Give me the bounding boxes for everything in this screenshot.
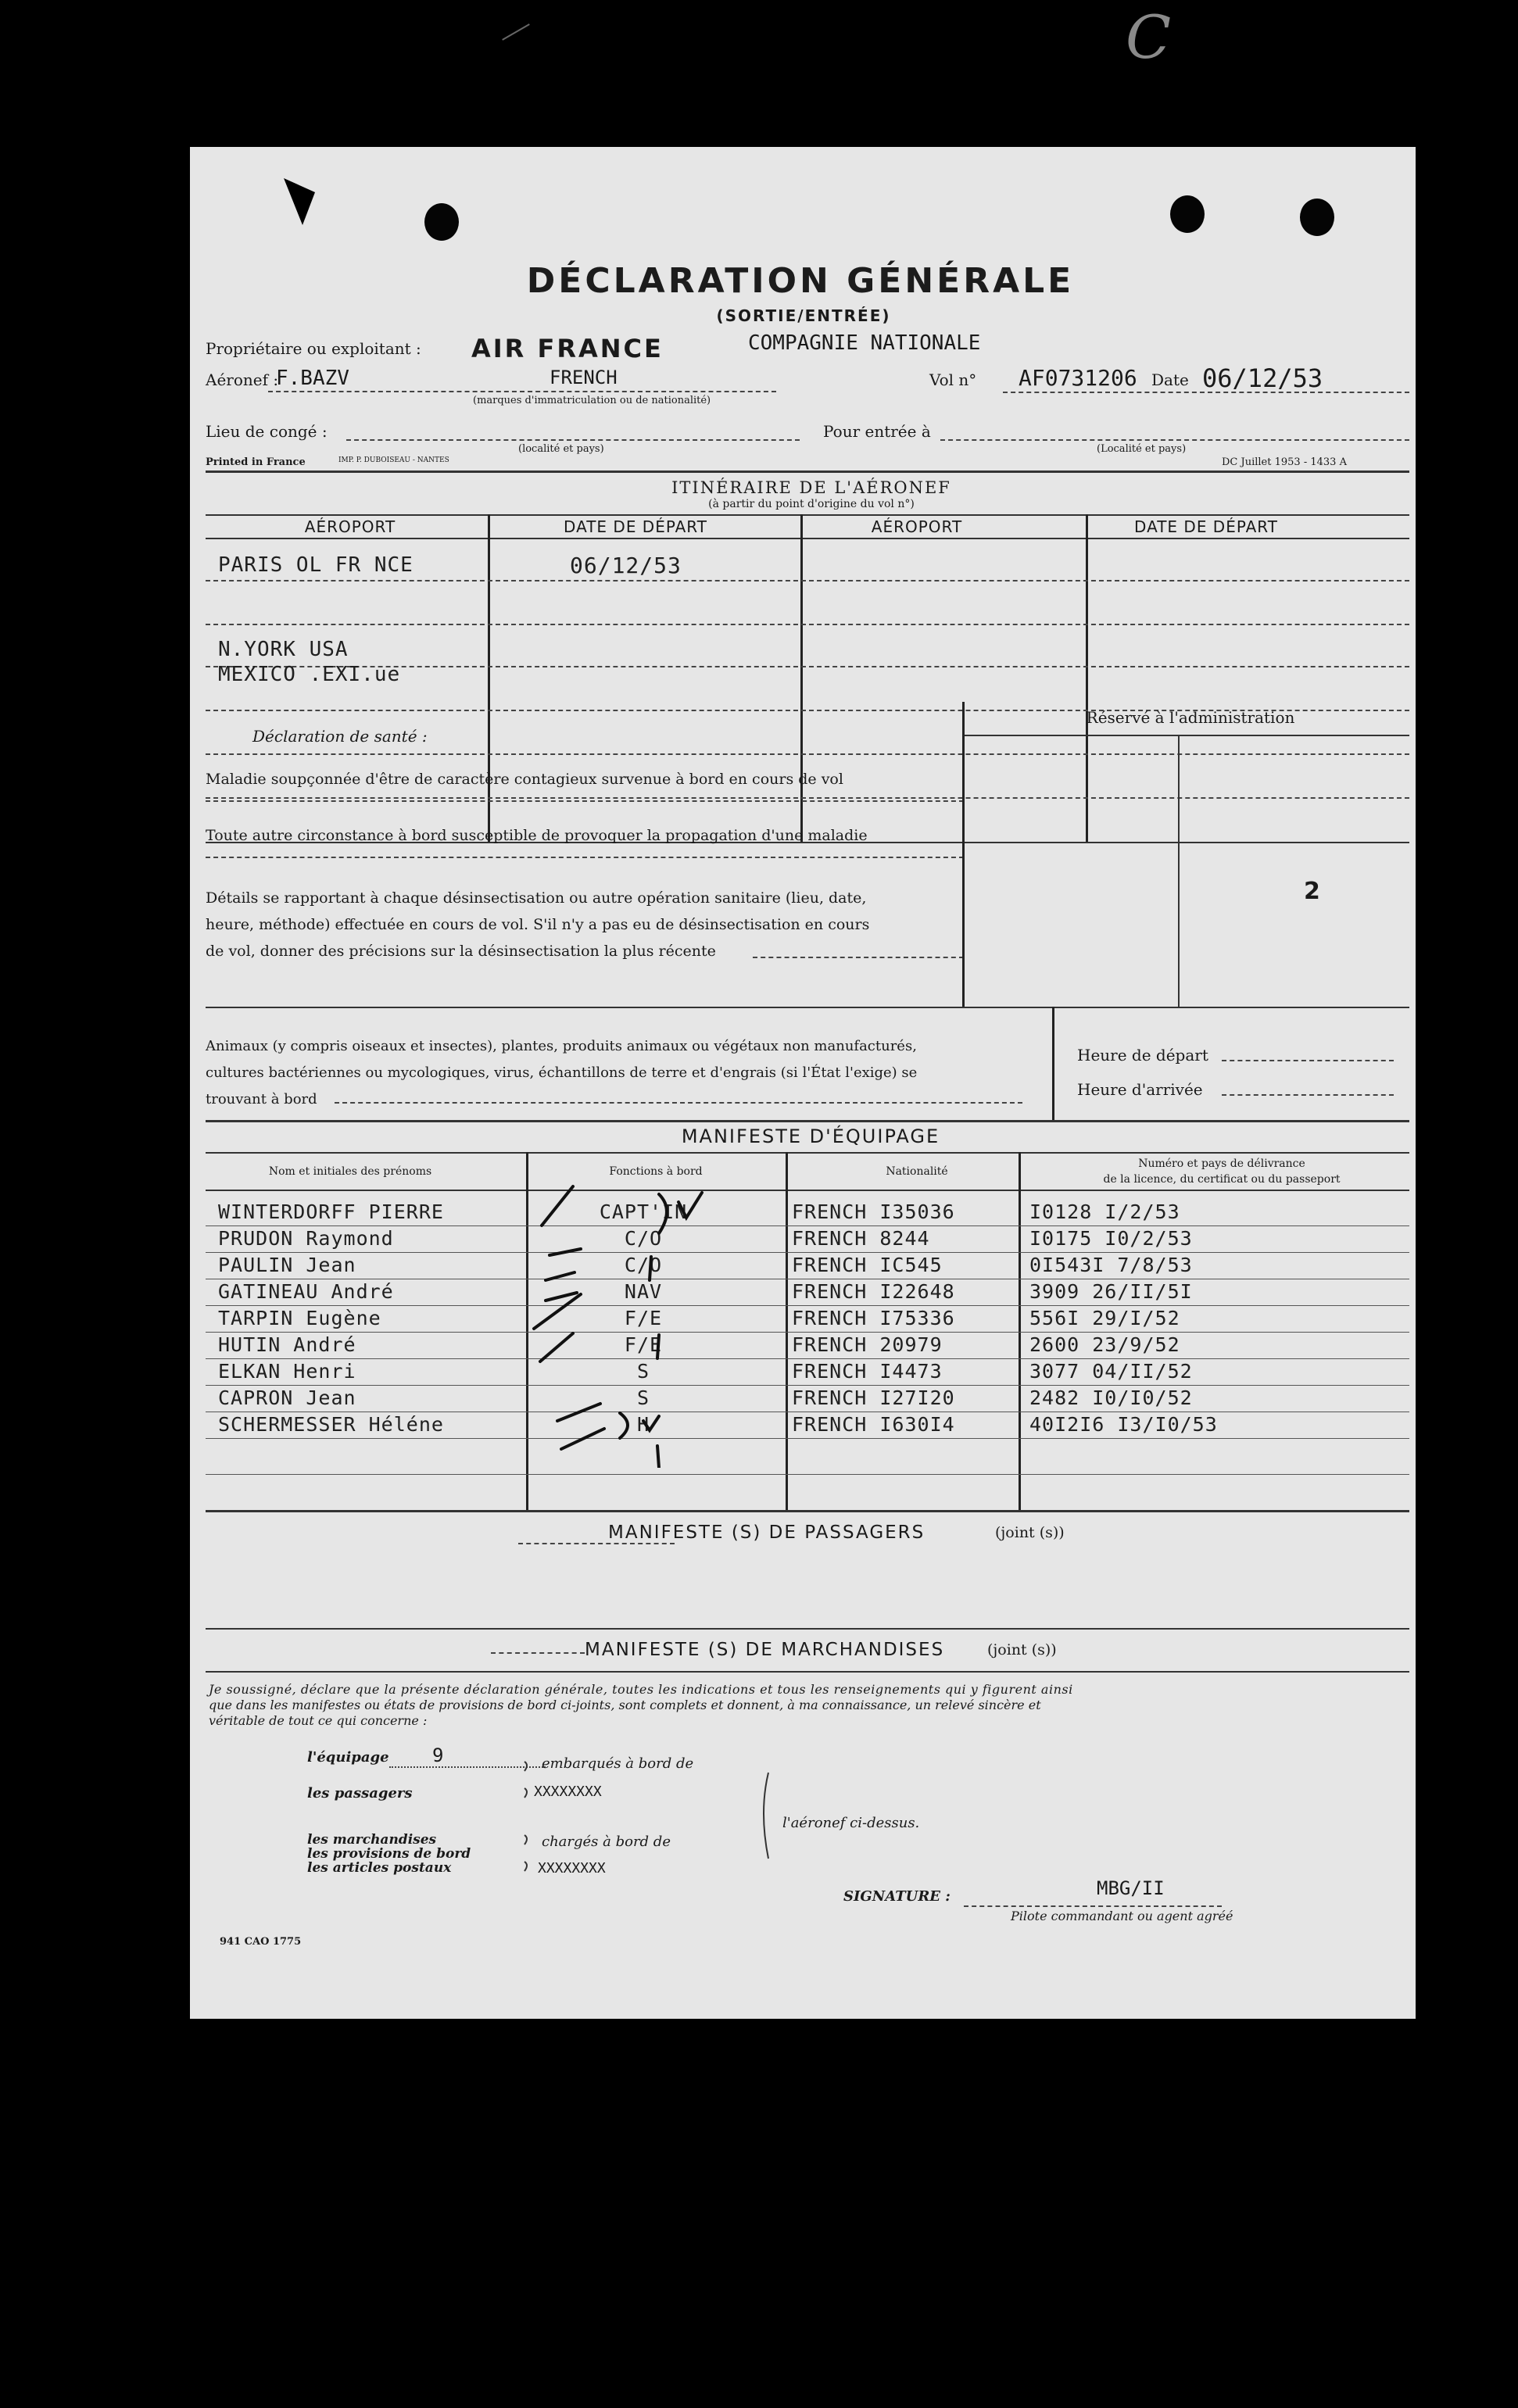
itinerary-airport: PARIS OL FR NCE: [218, 553, 414, 577]
departure-time-label: Heure de départ: [1077, 1046, 1208, 1064]
embarked-label: embarqués à bord de: [542, 1755, 694, 1772]
passengers-line: [518, 1543, 675, 1544]
crew-nationality: FRENCH IC545: [792, 1254, 943, 1276]
crew-bottom: [206, 1510, 1409, 1512]
itinerary-airport: N.YORK USA: [218, 638, 349, 661]
goods-value: XXXXXXXX: [538, 1860, 606, 1877]
flight-number: AF0731206: [1019, 365, 1137, 391]
place-caption-left: (localité et pays): [518, 443, 604, 455]
crew-row-line: [206, 1252, 1409, 1253]
crew-licence: I0175 I0/2/53: [1029, 1227, 1193, 1250]
crew-name: WINTERDORFF PIERRE: [218, 1200, 444, 1223]
declaration-line-1: Je soussigné, déclare que la présente déclaration générale, toutes les indications et tous les renseignements qui y figurent ainsi: [209, 1682, 1073, 1697]
page-title: DÉCLARATION GÉNÉRALE: [526, 261, 1075, 301]
aircraft-line: [268, 391, 776, 392]
crew-name: CAPRON Jean: [218, 1386, 356, 1409]
crew-function: S: [636, 1360, 650, 1383]
loaded-label: chargés à bord de: [542, 1834, 671, 1850]
goods-label: les marchandises: [307, 1832, 437, 1848]
signature-value: MBG/II: [1097, 1877, 1165, 1899]
itinerary-airport: MEXICO .EXI.ue: [218, 663, 401, 686]
provisions-label: les provisions de bord: [307, 1846, 471, 1862]
itinerary-top: [206, 514, 1409, 516]
crew-count-value: 9: [432, 1744, 444, 1766]
health-line-3c: de vol, donner des précisions sur la désinsectisation la plus récente: [206, 943, 716, 960]
crew-col-name: Nom et initiales des prénoms: [268, 1165, 432, 1178]
itinerary-col: [1086, 514, 1088, 843]
cargo-title: MANIFESTE (S) DE MARCHANDISES: [585, 1640, 945, 1660]
crew-row-line: [206, 1474, 1409, 1475]
aircraft-above-label: l'aéronef ci-dessus.: [782, 1815, 920, 1831]
passengers-bottom: [206, 1628, 1409, 1630]
divider: [206, 471, 1409, 473]
passengers-count-label: les passagers: [307, 1785, 413, 1802]
declaration-line-3: véritable de tout ce qui concerne :: [209, 1713, 428, 1728]
aircraft-nationality: FRENCH: [550, 367, 618, 388]
flight-line: [1003, 392, 1409, 393]
departure-time-line: [1222, 1060, 1394, 1061]
torn-corner: [284, 178, 315, 225]
itinerary-col: [488, 514, 490, 843]
health-line-2: Toute autre circonstance à bord susceptible de provoquer la propagation d'une maladie: [206, 827, 868, 844]
page-subtitle: (SORTIE/ENTRÉE): [716, 306, 891, 325]
crew-nationality: FRENCH I630I4: [792, 1413, 955, 1436]
crew-title: MANIFESTE D'ÉQUIPAGE: [681, 1125, 940, 1147]
owner-value: AIR FRANCE: [471, 334, 664, 363]
crew-name: GATINEAU André: [218, 1280, 394, 1303]
crew-name: SCHERMESSER Héléne: [218, 1413, 444, 1436]
animals-bottom: [206, 1120, 1409, 1122]
health-bottom: [206, 1007, 1409, 1008]
passengers-title: MANIFESTE (S) DE PASSAGERS: [608, 1522, 925, 1543]
health-title: Déclaration de santé :: [252, 727, 428, 746]
punch-hole: [424, 203, 459, 241]
document-sheet: [190, 147, 1416, 2019]
crew-licence: 556I 29/I/52: [1029, 1307, 1180, 1329]
flight-date: 06/12/53: [1202, 363, 1323, 393]
crew-row-line: [206, 1305, 1409, 1306]
cargo-bottom: [206, 1671, 1409, 1673]
corner-mark: C: [1126, 2, 1172, 72]
crew-function: C/O: [624, 1227, 663, 1250]
crew-row-line: [206, 1438, 1409, 1439]
animals-line-2: cultures bactériennes ou mycologiques, virus, échantillons de terre et d'engrais (si l'État l'exige) se: [206, 1064, 918, 1081]
form-code: DC Juillet 1953 - 1433 A: [1222, 456, 1347, 468]
crew-name: PRUDON Raymond: [218, 1227, 394, 1250]
crew-function: S: [636, 1386, 650, 1409]
animals-line-3: trouvant à bord: [206, 1091, 317, 1107]
passengers-joint: (joint (s)): [995, 1524, 1065, 1541]
itinerary-row-line: [206, 624, 1409, 625]
crew-name: PAULIN Jean: [218, 1254, 356, 1276]
printed-label: Printed in France: [206, 456, 306, 468]
arrival-time-line: [1222, 1094, 1394, 1096]
crew-top: [206, 1152, 1409, 1154]
crew-nationality: FRENCH I27I20: [792, 1386, 955, 1409]
crew-row-line: [206, 1385, 1409, 1386]
signature-line: [964, 1905, 1222, 1907]
itinerary-header-date-1: DATE DE DÉPART: [564, 517, 707, 536]
aircraft-registration: F.BAZV: [276, 367, 349, 390]
itinerary-header-line: [206, 538, 1409, 539]
health-line-3a: Détails se rapportant à chaque désinsectisation ou autre opération sanitaire (lieu, date,: [206, 889, 867, 907]
animals-line: [335, 1102, 1022, 1104]
crew-col: [1019, 1152, 1021, 1510]
crew-nationality: FRENCH I35036: [792, 1200, 955, 1223]
itinerary-row-line: [206, 753, 1409, 755]
health-line: [753, 957, 964, 958]
handwritten-checkmarks: [526, 1155, 792, 1468]
health-line: [206, 800, 964, 802]
crew-licence: 2600 23/9/52: [1029, 1333, 1180, 1356]
crew-nationality: FRENCH I22648: [792, 1280, 955, 1303]
crew-function: F/E: [624, 1307, 663, 1329]
owner-label: Propriétaire ou exploitant :: [206, 339, 421, 358]
health-line-3b: heure, méthode) effectuée en cours de vol. S'il n'y a pas eu de désinsectisation en cours: [206, 916, 870, 933]
signer-caption: Pilote commandant ou agent agréé: [1011, 1909, 1233, 1923]
crew-function: NAV: [624, 1280, 663, 1303]
crew-name: ELKAN Henri: [218, 1360, 356, 1383]
place-caption-right: (Localité et pays): [1097, 443, 1187, 455]
flight-label: Vol n°: [929, 370, 977, 389]
cargo-joint: (joint (s)): [987, 1641, 1057, 1658]
entry-place-label: Pour entrée à: [823, 422, 931, 441]
date-label: Date: [1151, 370, 1189, 389]
crew-licence: 2482 I0/I0/52: [1029, 1386, 1193, 1409]
punch-hole: [1300, 199, 1334, 236]
postal-label: les articles postaux: [307, 1860, 452, 1876]
crew-col-nationality: Nationalité: [886, 1165, 948, 1178]
admin-title: Réservé à l'administration: [1086, 708, 1295, 727]
crew-header-line: [206, 1190, 1409, 1191]
passengers-count-value: XXXXXXXX: [534, 1784, 602, 1800]
itinerary-date: 06/12/53: [570, 553, 682, 578]
stamp-code: 941 CAO 1775: [220, 1936, 302, 1948]
crew-nationality: FRENCH 20979: [792, 1333, 943, 1356]
admin-left: [962, 702, 965, 1007]
corner-scratch: [502, 23, 530, 41]
itinerary-row-line: [206, 797, 1409, 799]
animals-divider: [1052, 1007, 1054, 1120]
aircraft-label: Aéronef :: [206, 370, 279, 389]
itinerary-subtitle: (à partir du point d'origine du vol n°): [708, 498, 915, 510]
animals-line-1: Animaux (y compris oiseaux et insectes), plantes, produits animaux ou végétaux non manufacturés,: [206, 1038, 917, 1054]
crew-licence: 3077 04/II/52: [1029, 1360, 1193, 1383]
arrival-time-label: Heure d'arrivée: [1077, 1080, 1203, 1099]
crew-function: CAPT'IN: [599, 1200, 688, 1223]
departure-line: [346, 439, 800, 441]
crew-function: H: [636, 1413, 650, 1436]
crew-col-function: Fonctions à bord: [609, 1165, 703, 1178]
crew-count-label: l'équipage: [307, 1749, 389, 1766]
crew-nationality: FRENCH 8244: [792, 1227, 930, 1250]
crew-name: HUTIN André: [218, 1333, 356, 1356]
crew-col-licence-1: Numéro et pays de délivrance: [1138, 1157, 1305, 1170]
itinerary-col: [800, 514, 803, 843]
entry-line: [940, 439, 1409, 441]
itinerary-title: ITINÉRAIRE DE L'AÉRONEF: [671, 478, 951, 497]
itinerary-header-date-2: DATE DE DÉPART: [1134, 517, 1278, 536]
crew-name: TARPIN Eugène: [218, 1307, 381, 1329]
admin-middle: [1178, 735, 1180, 1007]
crew-licence: 3909 26/II/5I: [1029, 1280, 1193, 1303]
admin-line: [964, 735, 1409, 736]
crew-function: F/E: [624, 1333, 663, 1356]
crew-licence: 40I2I6 I3/I0/53: [1029, 1413, 1218, 1436]
crew-nationality: FRENCH I75336: [792, 1307, 955, 1329]
cargo-line: [491, 1652, 585, 1654]
itinerary-row-line: [206, 580, 1409, 581]
owner-note: COMPAGNIE NATIONALE: [748, 331, 981, 355]
bracket-marks: [518, 1757, 815, 1898]
itinerary-header-airport-1: AÉROPORT: [304, 517, 396, 536]
crew-row-line: [206, 1332, 1409, 1333]
crew-nationality: FRENCH I4473: [792, 1360, 943, 1383]
crew-licence: I0128 I/2/53: [1029, 1200, 1180, 1223]
punch-hole: [1170, 195, 1205, 233]
crew-col-licence-2: de la licence, du certificat ou du passeport: [1103, 1173, 1341, 1186]
crew-licence: 0I543I 7/8/53: [1029, 1254, 1193, 1276]
page-number: 2: [1304, 878, 1320, 905]
crew-row-line: [206, 1225, 1409, 1226]
itinerary-header-airport-2: AÉROPORT: [871, 517, 963, 536]
aircraft-caption: (marques d'immatriculation ou de nationalité): [473, 395, 711, 406]
signature-label: SIGNATURE :: [843, 1888, 951, 1905]
printer-label: IMP. P. DUBOISEAU - NANTES: [338, 456, 449, 464]
health-line-1: Maladie soupçonnée d'être de caractère contagieux survenue à bord en cours de vol: [206, 771, 843, 788]
declaration-line-2: que dans les manifestes ou états de provisions de bord ci-joints, sont complets et donnent, à ma connaissance, un relevé sincère et: [209, 1698, 1041, 1712]
health-line: [206, 857, 964, 858]
crew-row-line: [206, 1358, 1409, 1359]
crew-function: C/O: [624, 1254, 663, 1276]
departure-place-label: Lieu de congé :: [206, 422, 328, 441]
